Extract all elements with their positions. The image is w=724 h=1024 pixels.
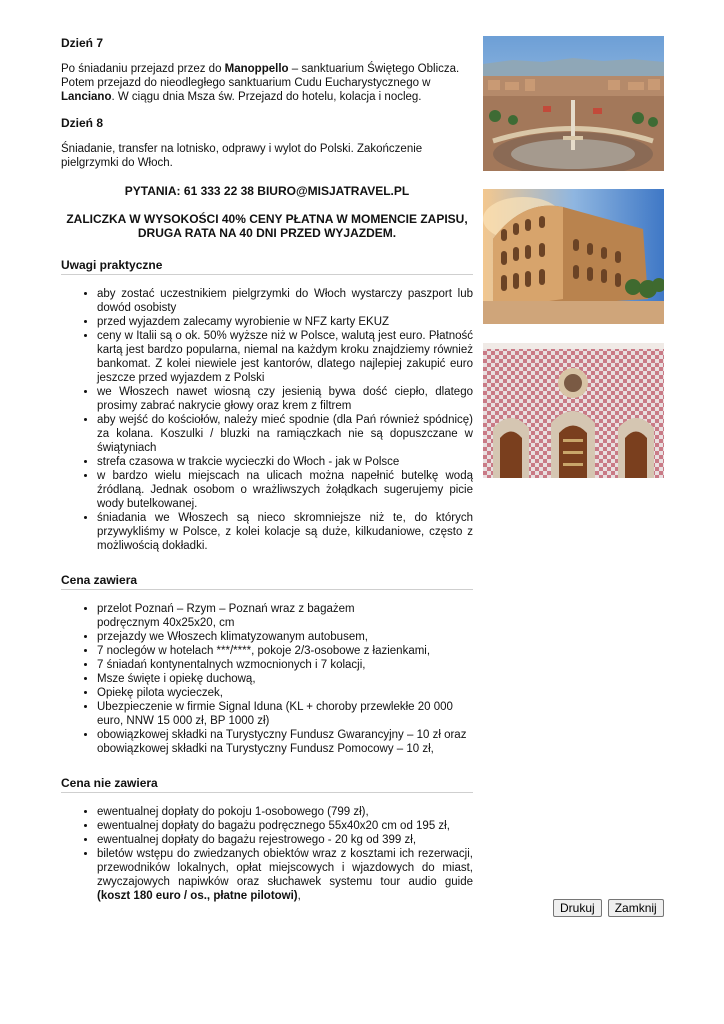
vatican-illustration bbox=[483, 36, 664, 171]
deposit-info-line-1: ZALICZKA W WYSOKOŚCI 40% CENY PŁATNA W MOMENCIE ZAPISU, bbox=[66, 212, 468, 226]
deposit-info-line-2: DRUGA RATA NA 40 DNI PRZED WYJAZDEM. bbox=[137, 226, 397, 240]
print-button[interactable]: Drukuj bbox=[553, 899, 602, 917]
basilica-illustration bbox=[483, 343, 664, 478]
price-excludes-heading: Cena nie zawiera bbox=[61, 776, 473, 793]
list-item: • przejazdy we Włoszech klimatyzowanym autobusem, bbox=[97, 630, 473, 644]
practical-notes-heading: Uwagi praktyczne bbox=[61, 258, 473, 275]
tour-cost-note: (koszt 180 euro / os., płatne pilotowi) bbox=[97, 890, 298, 902]
list-item: • 7 noclegów w hotelach ***/****, pokoje 2/3-osobowe z łazienkami, bbox=[97, 644, 473, 658]
list-item: • 7 śniadań kontynentalnych wzmocnionych i 7 kolacji, bbox=[97, 658, 473, 672]
list-item: • biletów wstępu do zwiedzanych obiektów wraz z kosztami ich rezerwacji, przewodników lokalnych, opłat miejscowych i wjazdowych do miast, zwyczajowych napiwków oraz słuchawek systemu tour audio guide (koszt 180 euro / os., płatne pilotowi), bbox=[97, 847, 473, 903]
day-7-heading: Dzień 7 bbox=[61, 36, 104, 50]
lanciano-name: Lanciano bbox=[61, 91, 112, 103]
list-item: • aby zostać uczestnikiem pielgrzymki do Włoch wystarczy paszport lub dowód osobisty bbox=[97, 287, 473, 315]
contact-info: PYTANIA: 61 333 22 38 BIURO@MISJATRAVEL.PL bbox=[124, 184, 410, 198]
list-item: • we Włoszech nawet wiosną czy jesienią bywa dość ciepło, dlatego prosimy zabrać nakrycie głowy oraz krem z filtrem bbox=[97, 385, 473, 413]
list-item: • ceny w Italii są o ok. 50% wyższe niż w Polsce, walutą jest euro. Płatność kartą jest bardzo popularna, niemal na każdym kroku znajdziemy również bankomat. Z kolei niewiele jest kantorów, dlatego najlepiej zakupić euro jeszcze przed wyjazdem z Polski bbox=[97, 329, 473, 385]
list-item: • przelot Poznań – Rzym – Poznań wraz z bagażem podręcznym 40x25x20, cm bbox=[97, 602, 473, 630]
list-item: • w bardzo wielu miejscach na ulicach można napełnić butelkę wodą źródlaną. Jednak osobom o wrażliwszych żołądkach sugerujemy picie wody butelkowanej. bbox=[97, 469, 473, 511]
close-button[interactable]: Zamknij bbox=[608, 899, 664, 917]
colosseum-photo bbox=[483, 189, 664, 324]
price-excludes-list bbox=[61, 805, 473, 903]
price-includes-heading: Cena zawiera bbox=[61, 573, 473, 590]
day-7-description: Po śniadaniu przejazd przez do Manoppello – sanktuarium Świętego Oblicza. Potem przejazd do nieodległego sanktuarium Cudu Eucharystycznego w Lanciano. W ciągu dnia Msza św. Przejazd do hotelu, kolacja i nocleg. bbox=[61, 63, 460, 103]
practical-notes-list bbox=[61, 287, 473, 553]
basilica-facade-photo bbox=[483, 343, 664, 478]
list-item: • Ubezpieczenie w firmie Signal Iduna (KL + choroby przewlekłe 20 000 euro, NNW 15 000 zł, BP 1000 zł) bbox=[97, 700, 473, 728]
colosseum-illustration bbox=[483, 189, 664, 324]
list-item: • śniadania we Włoszech są nieco skromniejsze niż te, do których przywykliśmy w Polsce, z kolei kolacje są duże, kilkudaniowe, często z możliwością dokładki. bbox=[97, 511, 473, 553]
day-8-description: Śniadanie, transfer na lotnisko, odprawy i wylot do Polski. Zakończenie pielgrzymki do Włoch. bbox=[61, 143, 423, 169]
vatican-st-peters-square-photo bbox=[483, 36, 664, 171]
list-item: • przed wyjazdem zalecamy wyrobienie w NFZ karty EKUZ bbox=[97, 315, 473, 329]
list-item: • strefa czasowa w trakcie wycieczki do Włoch - jak w Polsce bbox=[97, 455, 473, 469]
manoppello-name: Manoppello bbox=[224, 63, 289, 75]
itinerary-content bbox=[61, 36, 473, 903]
day-8-heading: Dzień 8 bbox=[61, 116, 104, 130]
list-item: • ewentualnej dopłaty do bagażu rejestrowego - 20 kg od 399 zł, bbox=[97, 833, 473, 847]
list-item: • Msze święte i opiekę duchową, bbox=[97, 672, 473, 686]
action-buttons bbox=[553, 899, 664, 917]
list-item: • Opiekę pilota wycieczek, bbox=[97, 686, 473, 700]
list-item: • ewentualnej dopłaty do pokoju 1-osobowego (799 zł), bbox=[97, 805, 473, 819]
list-item: • ewentualnej dopłaty do bagażu podręcznego 55x40x20 cm od 195 zł, bbox=[97, 819, 473, 833]
list-item: • obowiązkowej składki na Turystyczny Fundusz Gwarancyjny – 10 zł oraz obowiązkowej składki na Turystyczny Fundusz Pomocowy – 10 zł, bbox=[97, 728, 473, 756]
list-item: • aby wejść do kościołów, należy mieć spodnie (dla Pań również spódnicę) za kolana. Koszulki / bluzki na ramiączkach nie są dopuszczane w świątyniach bbox=[97, 413, 473, 455]
price-includes-list bbox=[61, 602, 473, 756]
